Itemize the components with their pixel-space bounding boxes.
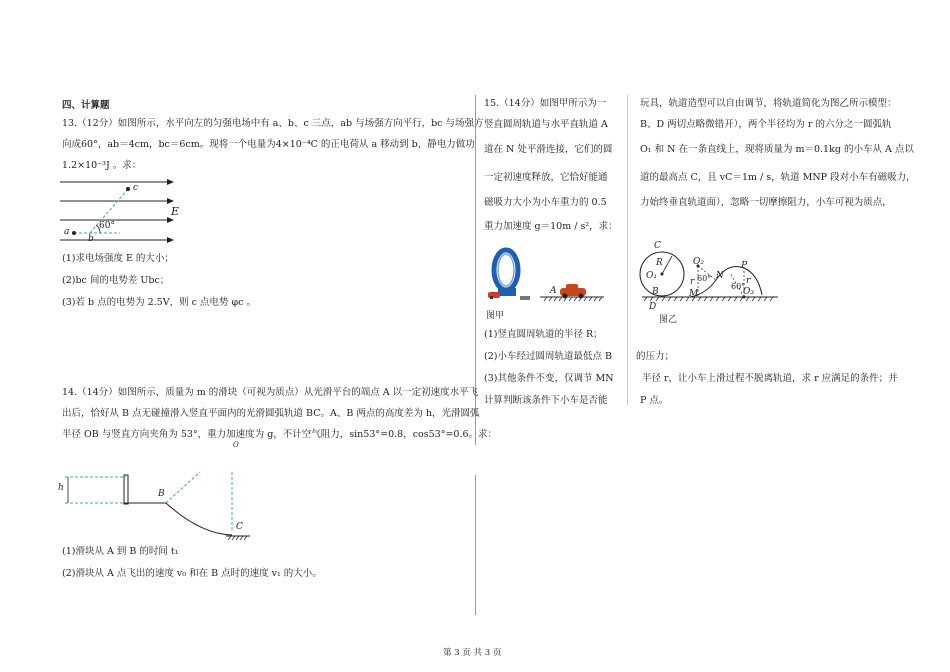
fig-yi-label-C: C: [654, 241, 661, 251]
label-E: E: [171, 205, 180, 218]
fig-yi-label-B: B: [652, 287, 659, 297]
q13-line-3: 1.2×10⁻³J 。求：: [62, 160, 142, 171]
q15-col1-line-4: 一定初速度释放，它恰好能通: [484, 172, 608, 183]
q14-sub-2: (2)滑块从 A 点飞出的速度 v₀ 和在 B 点时的速度 v₁ 的大小。: [62, 568, 322, 579]
q15-sub-3: (3)其他条件不变，仅调节 MN: [484, 373, 614, 384]
fig-yi-label-P: P: [741, 261, 748, 271]
column-divider-right: [627, 95, 628, 405]
q15-sub-2-cont: 的压力；: [636, 351, 675, 362]
q15-col2-line-3: O₁ 和 N 在一条直线上，现将质量为 m＝0.1kg 的小车从 A 点以: [640, 144, 914, 155]
fig-jia-toy-loop-image: [484, 246, 604, 306]
q14-line-3: 半径 OB 与竖直方向夹角为 53°，重力加速度为 g，不计空气阻力，sin53°=0.8，cos53°=0.6。求：: [62, 429, 498, 440]
fig-yi-label-D: D: [649, 302, 657, 312]
label-O: O: [233, 441, 239, 449]
label-B: B: [158, 489, 165, 499]
label-a: a: [64, 227, 70, 237]
fig-yi-label-angle1: 60°: [697, 274, 712, 283]
column-divider-left-lower: [475, 475, 476, 615]
q15-sub-2: (2)小车经过圆周轨道最低点 B: [484, 351, 612, 362]
q15-col1-line-6: 重力加速度 g＝10m / s²，求：: [484, 221, 618, 232]
point-a: [72, 231, 76, 235]
fig-yi-caption: 图乙: [659, 315, 678, 325]
point-c: [126, 187, 130, 191]
q13-sub-3: (3)若 b 点的电势为 2.5V，则 c 点电势 φc 。: [62, 297, 256, 308]
fig-jia-caption: 图甲: [486, 311, 505, 321]
section-title: 四、计算题: [62, 100, 110, 111]
q14-sub-1: (1)滑块从 A 到 B 的时间 t₁: [62, 546, 179, 557]
label-b: b: [88, 234, 94, 244]
q15-col2-line-4: 道的最高点 C，且 vC＝1m / s，轨道 MNP 段对小车有磁吸力，: [640, 172, 916, 183]
q15-col2-line-2: B、D 两切点略微错开），两个半径均为 r 的六分之一圆弧轨: [640, 119, 892, 130]
fig-yi-label-angle2: 60°: [731, 282, 746, 291]
q15-col1-line-5: 磁吸力大小为小车重力的 0.5: [484, 197, 607, 208]
radius-R: [662, 256, 672, 274]
fig-yi-label-O2: O₂: [693, 257, 704, 267]
label-c: c: [133, 183, 139, 193]
q15-col2-line-5: 力始终垂直轨道面），忽略一切摩擦阻力，小车可视为质点，: [640, 197, 892, 208]
platform: [124, 475, 128, 504]
fig-yi-label-O1: O₁: [646, 271, 657, 281]
radius-dashed: [166, 472, 200, 503]
fig-yi-label-r2: r: [746, 276, 751, 286]
fig-yi-label-M: M: [689, 289, 699, 299]
arc-track: [166, 503, 232, 535]
track-hatch: [544, 297, 602, 301]
q15-col1-line-1: 15.（14分）如图甲所示为一: [484, 98, 607, 109]
q15-col1-line-3: 道在 N 处平滑连接，它们的圆: [484, 144, 613, 155]
q15-col1-line-2: 竖直圆周轨道与水平直轨道 A: [484, 119, 608, 130]
fig-yi-label-O3: O₃: [743, 287, 754, 297]
fig-yi-label-R: R: [656, 258, 663, 268]
fig-yi-label-N: N: [716, 271, 724, 281]
fig-jia-label-A: A: [550, 286, 557, 296]
q13-line-1: 13.（12分）如图所示，水平向左的匀强电场中有 a、b、c 三点，ab 与场强方向平行，bc 与场强方: [62, 118, 484, 129]
q13-sub-2: (2)bc 间的电势差 Ubc；: [62, 275, 170, 286]
q15-sub-3-cont: 半径 r，让小车上滑过程不脱离轨道，求 r 应满足的条件；并: [642, 373, 898, 384]
q15-sub-4-cont: P 点。: [640, 395, 669, 406]
q14-line-2: 出后，恰好从 B 点无碰撞滑入竖直平面内的光滑圆弧轨道 BC。A、B 两点的高度差为 h，光滑圆弧: [62, 408, 480, 419]
q15-sub-4: 计算判断该条件下小车是否能: [484, 395, 608, 406]
ground-hatch: [644, 297, 773, 301]
fig-yi-label-r1: r: [690, 277, 695, 287]
q15-sub-1: (1)竖直圆周轨道的半径 R；: [484, 329, 603, 340]
q13-sub-1: (1)求电场强度 E 的大小；: [62, 253, 174, 264]
label-h: h: [58, 483, 64, 493]
q14-line-1: 14.（14分）如图所示，质量为 m 的滑块（可视为质点）从光滑平台的端点 A 以一定初速度水平飞: [62, 387, 479, 398]
page-number: 第 3 页 共 3 页: [443, 648, 502, 658]
q13-line-2: 向成60°，ab＝4cm，bc＝6cm。现将一个电量为4×10⁻⁴C 的正电荷从 a 移动到 b，静电力做功: [62, 139, 475, 150]
label-C: C: [236, 522, 243, 532]
q14-track-figure: [60, 472, 260, 542]
q15-col2-line-1: 玩具，轨道造型可以自由调节，将轨道简化为图乙所示模型：: [640, 98, 897, 109]
label-angle: 60°: [99, 221, 115, 231]
ground-hatch: [228, 536, 247, 540]
